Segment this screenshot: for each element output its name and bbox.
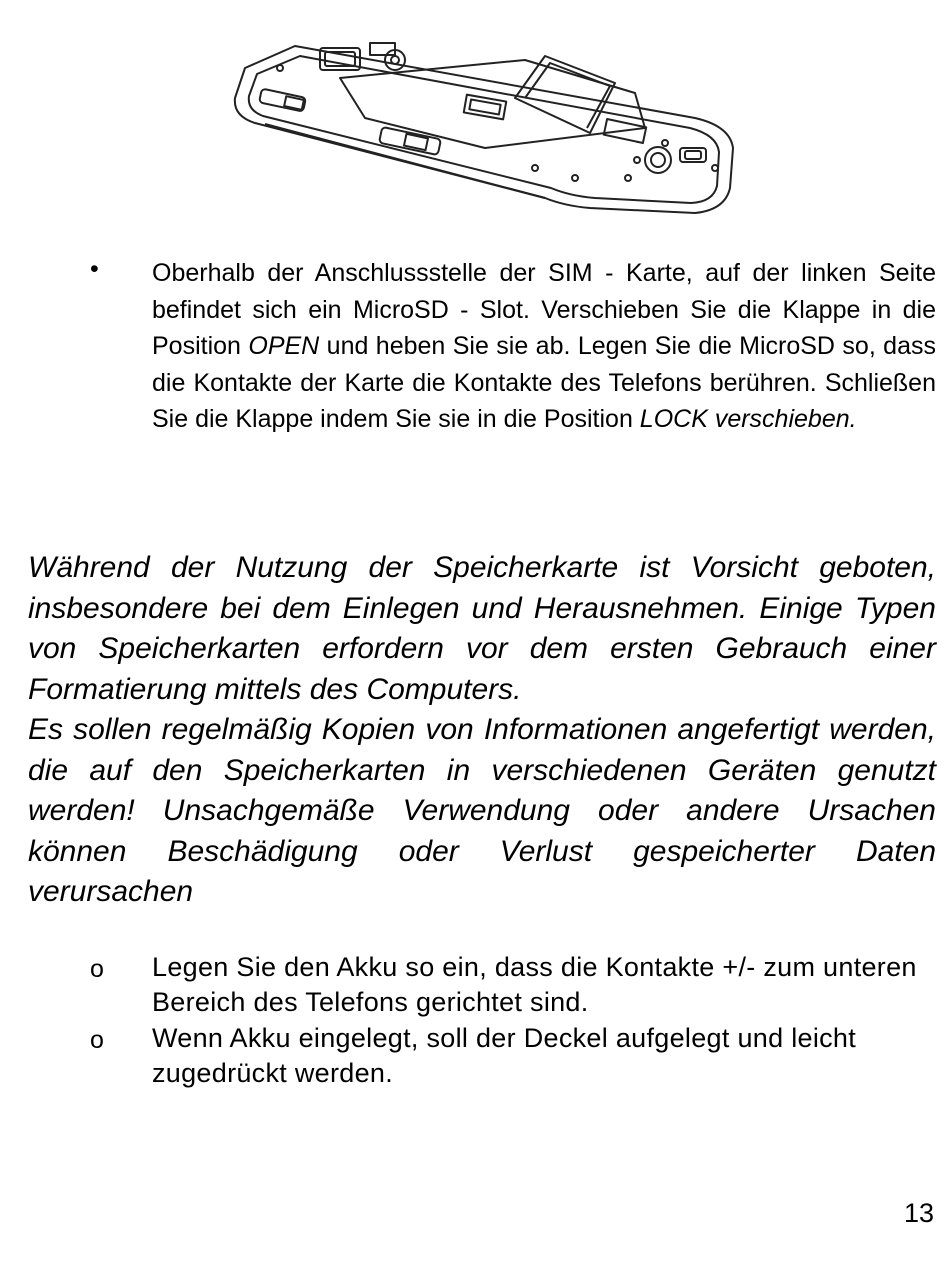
circle-marker: o [90,1026,104,1054]
bullet-marker: • [90,255,99,283]
battery-step-1: Legen Sie den Akku so ein, dass die Kontakte +/- zum unteren Bereich des Telefons gerichtet sind. [152,952,917,1017]
lock-position-label: LOCK verschieben. [639,405,857,433]
microsd-text-b: und heben Sie sie ab. Legen Sie die MicroSD so, dass die Kontakte der Karte die Kontakte des Telefons berühren. Schließen Sie die Klappe indem Sie sie in die Position [152,332,936,433]
microsd-instruction [152,255,936,438]
memory-card-warning-2: Es sollen regelmäßig Kopien von Informationen angefertigt werden, die auf den Speicherkarten in verschiedenen Geräten genutzt werden! Unsachgemäße Verwendung oder andere Ursachen können Beschädigung oder Verlust gespeicherter Daten verursachen [28,713,936,908]
circle-marker: o [90,955,104,983]
memory-card-warning-1: Während der Nutzung der Speicherkarte ist Vorsicht geboten, insbesondere bei dem Einlegen und Herausnehmen. Einige Typen von Speicherkarten erfordern vor dem ersten Gebrauch einer Formatierung mittels des Computers. [28,551,936,706]
page-number: 13 [903,1198,934,1228]
microsd-text-a: Oberhalb der Anschlussstelle der SIM - Karte, auf der linken Seite befindet sich ein MicroSD - Slot. Verschieben Sie die Klappe in die Position [152,259,936,360]
phone-back-illustration [225,38,745,223]
open-position-label: OPEN [248,332,320,360]
battery-step-2: Wenn Akku eingelegt, soll der Deckel aufgelegt und leicht zugedrückt werden. [152,1023,857,1088]
